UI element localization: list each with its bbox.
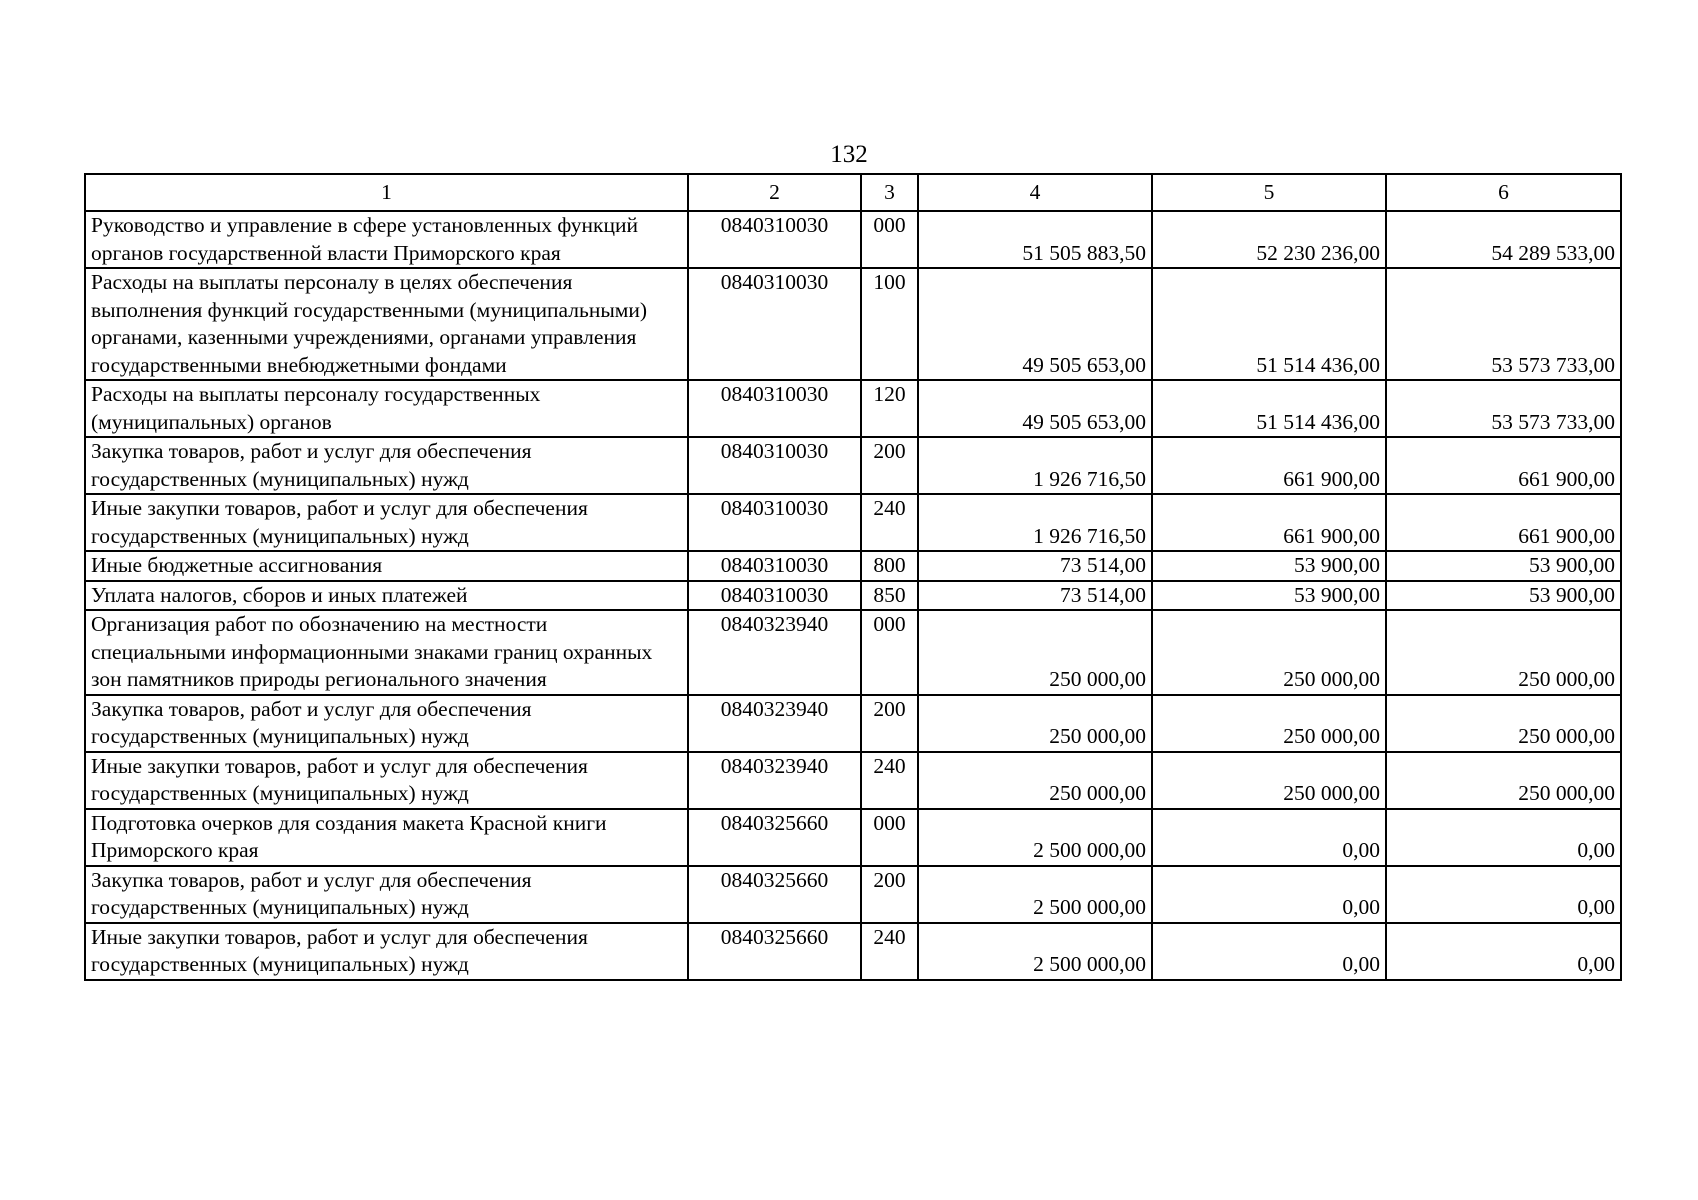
row-code-cell: 0840310030 bbox=[688, 211, 861, 268]
row-code-cell: 0840323940 bbox=[688, 752, 861, 809]
row-value-cell: 250 000,00 bbox=[1386, 695, 1621, 752]
row-value-cell: 54 289 533,00 bbox=[1386, 211, 1621, 268]
row-value-cell: 2 500 000,00 bbox=[918, 809, 1152, 866]
row-type-cell: 240 bbox=[861, 923, 918, 980]
row-value-cell: 250 000,00 bbox=[1152, 752, 1386, 809]
row-value-cell: 49 505 653,00 bbox=[918, 380, 1152, 437]
row-value-cell: 0,00 bbox=[1386, 809, 1621, 866]
row-name-cell: Закупка товаров, работ и услуг для обеспечения государственных (муниципальных) нужд bbox=[85, 866, 688, 923]
table-row bbox=[85, 211, 1621, 268]
row-type-cell: 200 bbox=[861, 866, 918, 923]
table-row bbox=[85, 866, 1621, 923]
row-value-cell: 1 926 716,50 bbox=[918, 494, 1152, 551]
column-header: 2 bbox=[688, 174, 861, 211]
row-value-cell: 1 926 716,50 bbox=[918, 437, 1152, 494]
row-value-cell: 53 900,00 bbox=[1386, 551, 1621, 581]
row-value-cell: 250 000,00 bbox=[1386, 610, 1621, 695]
row-value-cell: 51 514 436,00 bbox=[1152, 380, 1386, 437]
row-value-cell: 2 500 000,00 bbox=[918, 923, 1152, 980]
row-value-cell: 49 505 653,00 bbox=[918, 268, 1152, 380]
row-type-cell: 120 bbox=[861, 380, 918, 437]
column-header: 4 bbox=[918, 174, 1152, 211]
row-name-cell: Иные бюджетные ассигнования bbox=[85, 551, 688, 581]
row-code-cell: 0840310030 bbox=[688, 494, 861, 551]
row-value-cell: 51 514 436,00 bbox=[1152, 268, 1386, 380]
row-value-cell: 0,00 bbox=[1152, 809, 1386, 866]
row-value-cell: 250 000,00 bbox=[1152, 610, 1386, 695]
row-value-cell: 661 900,00 bbox=[1386, 494, 1621, 551]
row-code-cell: 0840325660 bbox=[688, 866, 861, 923]
row-name-cell: Расходы на выплаты персоналу в целях обеспечения выполнения функций государственными (муниципальными) органами, казенными учреждениями, органами управления государственными внебюджетными фондами bbox=[85, 268, 688, 380]
row-type-cell: 000 bbox=[861, 809, 918, 866]
row-type-cell: 200 bbox=[861, 695, 918, 752]
row-name-cell: Организация работ по обозначению на местности специальными информационными знаками границ охранных зон памятников природы регионального значения bbox=[85, 610, 688, 695]
row-type-cell: 200 bbox=[861, 437, 918, 494]
row-value-cell: 250 000,00 bbox=[1386, 752, 1621, 809]
table-row bbox=[85, 923, 1621, 980]
row-value-cell: 73 514,00 bbox=[918, 551, 1152, 581]
table-row bbox=[85, 809, 1621, 866]
row-code-cell: 0840323940 bbox=[688, 695, 861, 752]
table-row bbox=[85, 551, 1621, 581]
row-code-cell: 0840310030 bbox=[688, 437, 861, 494]
row-type-cell: 000 bbox=[861, 211, 918, 268]
row-value-cell: 661 900,00 bbox=[1152, 437, 1386, 494]
row-type-cell: 240 bbox=[861, 752, 918, 809]
row-name-cell: Руководство и управление в сфере установленных функций органов государственной власти Приморского края bbox=[85, 211, 688, 268]
table-row bbox=[85, 494, 1621, 551]
column-header: 5 bbox=[1152, 174, 1386, 211]
row-code-cell: 0840310030 bbox=[688, 268, 861, 380]
row-code-cell: 0840323940 bbox=[688, 610, 861, 695]
row-name-cell: Иные закупки товаров, работ и услуг для обеспечения государственных (муниципальных) нужд bbox=[85, 923, 688, 980]
row-value-cell: 250 000,00 bbox=[918, 752, 1152, 809]
row-type-cell: 800 bbox=[861, 551, 918, 581]
row-value-cell: 250 000,00 bbox=[918, 695, 1152, 752]
row-value-cell: 52 230 236,00 bbox=[1152, 211, 1386, 268]
table-row bbox=[85, 268, 1621, 380]
column-header: 1 bbox=[85, 174, 688, 211]
row-code-cell: 0840310030 bbox=[688, 380, 861, 437]
row-value-cell: 53 573 733,00 bbox=[1386, 380, 1621, 437]
row-value-cell: 0,00 bbox=[1152, 866, 1386, 923]
table-row bbox=[85, 752, 1621, 809]
budget-table bbox=[84, 173, 1622, 981]
row-value-cell: 53 900,00 bbox=[1386, 581, 1621, 611]
row-name-cell: Закупка товаров, работ и услуг для обеспечения государственных (муниципальных) нужд bbox=[85, 695, 688, 752]
row-code-cell: 0840310030 bbox=[688, 551, 861, 581]
table-body bbox=[85, 211, 1621, 980]
table-row bbox=[85, 437, 1621, 494]
row-value-cell: 250 000,00 bbox=[918, 610, 1152, 695]
row-value-cell: 53 573 733,00 bbox=[1386, 268, 1621, 380]
table-row bbox=[85, 695, 1621, 752]
row-type-cell: 100 bbox=[861, 268, 918, 380]
row-code-cell: 0840325660 bbox=[688, 809, 861, 866]
table-row bbox=[85, 380, 1621, 437]
table-header-row bbox=[85, 174, 1621, 211]
column-header: 6 bbox=[1386, 174, 1621, 211]
row-name-cell: Иные закупки товаров, работ и услуг для обеспечения государственных (муниципальных) нужд bbox=[85, 494, 688, 551]
row-type-cell: 240 bbox=[861, 494, 918, 551]
row-name-cell: Расходы на выплаты персоналу государственных (муниципальных) органов bbox=[85, 380, 688, 437]
row-value-cell: 661 900,00 bbox=[1386, 437, 1621, 494]
table-row bbox=[85, 610, 1621, 695]
row-value-cell: 2 500 000,00 bbox=[918, 866, 1152, 923]
row-type-cell: 000 bbox=[861, 610, 918, 695]
row-name-cell: Иные закупки товаров, работ и услуг для обеспечения государственных (муниципальных) нужд bbox=[85, 752, 688, 809]
row-value-cell: 53 900,00 bbox=[1152, 551, 1386, 581]
row-value-cell: 661 900,00 bbox=[1152, 494, 1386, 551]
row-value-cell: 250 000,00 bbox=[1152, 695, 1386, 752]
row-name-cell: Подготовка очерков для создания макета Красной книги Приморского края bbox=[85, 809, 688, 866]
row-value-cell: 51 505 883,50 bbox=[918, 211, 1152, 268]
row-value-cell: 0,00 bbox=[1386, 866, 1621, 923]
column-header: 3 bbox=[861, 174, 918, 211]
row-value-cell: 0,00 bbox=[1152, 923, 1386, 980]
row-name-cell: Уплата налогов, сборов и иных платежей bbox=[85, 581, 688, 611]
row-name-cell: Закупка товаров, работ и услуг для обеспечения государственных (муниципальных) нужд bbox=[85, 437, 688, 494]
page-number: 132 bbox=[830, 141, 868, 168]
row-value-cell: 73 514,00 bbox=[918, 581, 1152, 611]
row-value-cell: 0,00 bbox=[1386, 923, 1621, 980]
row-code-cell: 0840325660 bbox=[688, 923, 861, 980]
row-value-cell: 53 900,00 bbox=[1152, 581, 1386, 611]
row-code-cell: 0840310030 bbox=[688, 581, 861, 611]
table-row bbox=[85, 581, 1621, 611]
row-type-cell: 850 bbox=[861, 581, 918, 611]
